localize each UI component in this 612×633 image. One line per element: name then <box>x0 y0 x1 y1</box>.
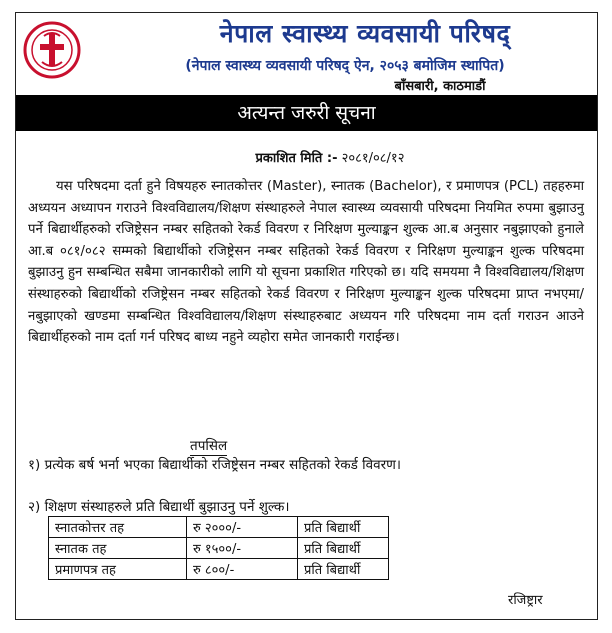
details-section-title: तपसिल <box>190 438 228 454</box>
table-row <box>49 517 389 538</box>
published-date-label: प्रकाशित मिति :- <box>255 151 338 166</box>
fee-level: स्नातक तह <box>49 538 187 559</box>
notice-body <box>28 176 584 349</box>
table-row <box>49 538 389 559</box>
fee-unit: प्रति बिद्यार्थी <box>298 559 389 580</box>
details-item-1: १) प्रत्येक बर्ष भर्ना भएका बिद्यार्थीको रजिष्ट्रेसन नम्बर सहितको रेकर्ड विवरण। <box>28 457 402 473</box>
fee-level: स्नातकोत्तर तह <box>49 517 187 538</box>
fee-table <box>48 516 389 580</box>
fee-amount: रु ८००/- <box>187 559 298 580</box>
fee-unit: प्रति बिद्यार्थी <box>298 517 389 538</box>
fee-unit: प्रति बिद्यार्थी <box>298 538 389 559</box>
details-item-2: २) शिक्षण संस्थाहरुले प्रति बिद्यार्थी बुझाउनु पर्ने शुल्क। <box>28 499 290 515</box>
organization-location: बाँसबारी, काठमाडौं <box>394 79 486 94</box>
fee-level: प्रमाणपत्र तह <box>49 559 187 580</box>
registrar-signature: रजिष्ट्रार <box>508 593 543 608</box>
notice-body-paragraph: यस परिषदमा दर्ता हुने विषयहरु स्नातकोत्तर (Master), स्नातक (Bachelor), र प्रमाणपत्र (PCL) तहहरुमा अध्ययन अध्यापन गराउने विश्वविद्यालय/शिक्षण संस्थाहरुले नेपाल स्वास्थ्य व्यवसायी परिषदमा नियमित रुपमा बुझाउनु पर्ने बिद्यार्थीहरुको रजिष्ट्रेसन नम्बर सहितको रेकर्ड विवरण र निरिक्षण मुल्याङ्कन शुल्क आ.ब अनुसार नबुझाएको हुनाले आ.ब ०८१/०८२ सम्मको बिद्यार्थीको रजिष्ट्रेसन नम्बर सहितको रेकर्ड विवरण र निरिक्षण मुल्याङ्कन शुल्क परिषदमा बुझाउनु हुन सम्बन्धित सबैमा जानकारीको लागि यो सूचना प्रकाशित गरिएको छ। यदि समयमा नै विश्वविद्यालय/शिक्षण संस्थाहरुको बिद्यार्थीको रजिष्ट्रेसन नम्बर सहितको रेकर्ड विवरण र निरिक्षण मुल्याङ्कन शुल्क परिषदमा प्राप्त नभएमा/नबुझाएको खण्डमा सम्बन्धित विश्वविद्यालय/शिक्षण संस्थाहरुबाट अध्ययन गरि परिषदमा नाम दर्ता गराउन आउने बिद्यार्थीहरुको नाम दर्ता गर्न परिषद बाध्य नहुने व्यहोरा समेत जानकारी गराईन्छ। <box>28 179 584 346</box>
notice-title-banner: अत्यन्त जरुरी सूचना <box>16 95 597 131</box>
fee-amount: रु २०००/- <box>187 517 298 538</box>
published-date <box>200 148 460 166</box>
organization-name: नेपाल स्वास्थ्य व्यवसायी परिषद् <box>219 19 511 48</box>
table-row <box>49 559 389 580</box>
organization-subtitle: (नेपाल स्वास्थ्य व्यवसायी परिषद् ऐन, २०५३ बमोजिम स्थापित) <box>185 58 505 74</box>
council-seal-icon <box>22 20 82 80</box>
fee-amount: रु १५००/- <box>187 538 298 559</box>
published-date-value: २०८१/०८/१२ <box>341 151 405 166</box>
